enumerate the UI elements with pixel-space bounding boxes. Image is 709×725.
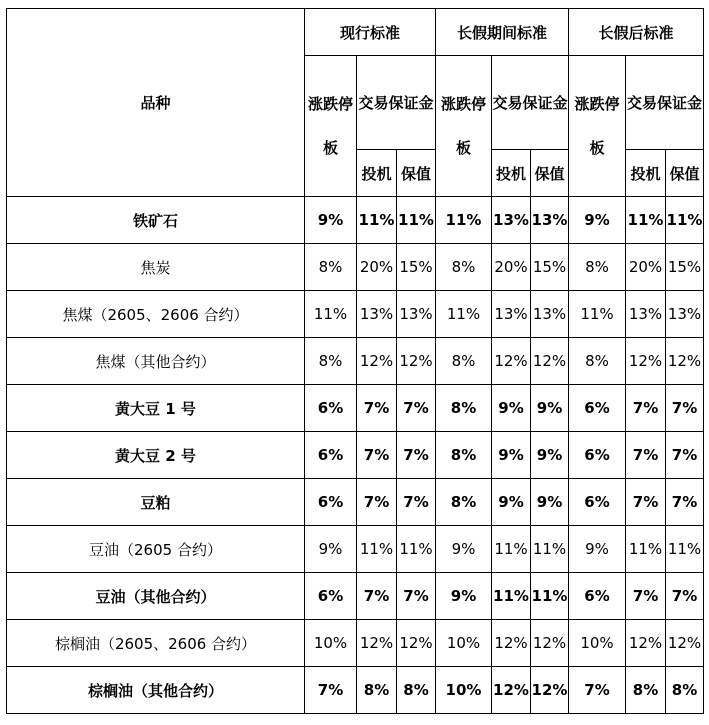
- variety-cell: 棕榈油（其他合约）: [7, 667, 305, 714]
- value-cell: 10%: [305, 620, 357, 667]
- table-row: [7, 197, 704, 244]
- value-cell: 6%: [305, 432, 357, 479]
- value-cell: 12%: [531, 667, 569, 714]
- value-cell: 13%: [357, 291, 397, 338]
- value-cell: 9%: [569, 526, 626, 573]
- spec-header: 投机: [357, 150, 397, 197]
- spec-header: 投机: [492, 150, 531, 197]
- value-cell: 8%: [436, 385, 492, 432]
- table-row: [7, 432, 704, 479]
- value-cell: 9%: [531, 479, 569, 526]
- value-cell: 11%: [626, 526, 666, 573]
- value-cell: 9%: [492, 432, 531, 479]
- value-cell: 7%: [397, 479, 436, 526]
- table-row: [7, 667, 704, 714]
- variety-cell: 黄大豆 1 号: [7, 385, 305, 432]
- margin-header: 交易保证金: [492, 56, 569, 150]
- value-cell: 9%: [305, 526, 357, 573]
- value-cell: 10%: [436, 667, 492, 714]
- value-cell: 9%: [531, 432, 569, 479]
- variety-cell: 焦炭: [7, 244, 305, 291]
- value-cell: 7%: [666, 432, 704, 479]
- value-cell: 7%: [357, 573, 397, 620]
- value-cell: 12%: [666, 338, 704, 385]
- value-cell: 7%: [666, 385, 704, 432]
- value-cell: 9%: [492, 479, 531, 526]
- value-cell: 9%: [436, 526, 492, 573]
- value-cell: 15%: [666, 244, 704, 291]
- value-cell: 12%: [397, 620, 436, 667]
- value-cell: 11%: [492, 573, 531, 620]
- limit-header: 涨跌停板: [569, 56, 626, 197]
- value-cell: 15%: [397, 244, 436, 291]
- value-cell: 11%: [492, 526, 531, 573]
- value-cell: 8%: [436, 244, 492, 291]
- variety-cell: 豆油（2605 合约）: [7, 526, 305, 573]
- margin-header: 交易保证金: [357, 56, 436, 150]
- value-cell: 8%: [436, 338, 492, 385]
- value-cell: 6%: [305, 479, 357, 526]
- value-cell: 6%: [569, 573, 626, 620]
- value-cell: 10%: [569, 620, 626, 667]
- value-cell: 11%: [569, 291, 626, 338]
- group-header-current: 现行标准: [305, 9, 436, 56]
- value-cell: 9%: [531, 385, 569, 432]
- group-header-holiday: 长假期间标准: [436, 9, 569, 56]
- variety-cell: 焦煤（2605、2606 合约）: [7, 291, 305, 338]
- value-cell: 6%: [305, 385, 357, 432]
- value-cell: 12%: [397, 338, 436, 385]
- value-cell: 8%: [305, 244, 357, 291]
- variety-cell: 黄大豆 2 号: [7, 432, 305, 479]
- spec-header: 投机: [626, 150, 666, 197]
- value-cell: 7%: [666, 573, 704, 620]
- variety-cell: 铁矿石: [7, 197, 305, 244]
- value-cell: 7%: [397, 385, 436, 432]
- value-cell: 7%: [626, 432, 666, 479]
- value-cell: 8%: [569, 338, 626, 385]
- value-cell: 13%: [531, 197, 569, 244]
- value-cell: 8%: [397, 667, 436, 714]
- table-row: [7, 291, 704, 338]
- value-cell: 6%: [569, 385, 626, 432]
- table-row: [7, 479, 704, 526]
- value-cell: 9%: [569, 197, 626, 244]
- variety-cell: 豆油（其他合约）: [7, 573, 305, 620]
- value-cell: 7%: [357, 432, 397, 479]
- value-cell: 11%: [666, 197, 704, 244]
- value-cell: 9%: [492, 385, 531, 432]
- value-cell: 6%: [569, 479, 626, 526]
- value-cell: 9%: [305, 197, 357, 244]
- value-cell: 7%: [666, 479, 704, 526]
- value-cell: 7%: [626, 573, 666, 620]
- value-cell: 20%: [357, 244, 397, 291]
- value-cell: 7%: [305, 667, 357, 714]
- table-row: [7, 244, 704, 291]
- table-body: [7, 197, 704, 714]
- hedge-header: 保值: [397, 150, 436, 197]
- value-cell: 11%: [436, 291, 492, 338]
- value-cell: 11%: [397, 197, 436, 244]
- value-cell: 11%: [357, 526, 397, 573]
- value-cell: 20%: [626, 244, 666, 291]
- table-row: [7, 338, 704, 385]
- value-cell: 13%: [531, 291, 569, 338]
- value-cell: 8%: [436, 479, 492, 526]
- hedge-header: 保值: [531, 150, 569, 197]
- value-cell: 11%: [626, 197, 666, 244]
- value-cell: 12%: [492, 620, 531, 667]
- value-cell: 15%: [531, 244, 569, 291]
- value-cell: 7%: [626, 385, 666, 432]
- value-cell: 7%: [397, 573, 436, 620]
- value-cell: 7%: [357, 479, 397, 526]
- value-cell: 12%: [492, 667, 531, 714]
- hedge-header: 保值: [666, 150, 704, 197]
- value-cell: 8%: [357, 667, 397, 714]
- value-cell: 8%: [305, 338, 357, 385]
- variety-header: 品种: [7, 9, 305, 197]
- value-cell: 7%: [397, 432, 436, 479]
- value-cell: 13%: [492, 291, 531, 338]
- value-cell: 13%: [626, 291, 666, 338]
- value-cell: 13%: [492, 197, 531, 244]
- value-cell: 12%: [626, 620, 666, 667]
- value-cell: 12%: [531, 338, 569, 385]
- value-cell: 8%: [436, 432, 492, 479]
- value-cell: 10%: [436, 620, 492, 667]
- value-cell: 8%: [666, 667, 704, 714]
- value-cell: 13%: [397, 291, 436, 338]
- group-header-after: 长假后标准: [569, 9, 704, 56]
- value-cell: 11%: [531, 573, 569, 620]
- value-cell: 11%: [436, 197, 492, 244]
- value-cell: 9%: [436, 573, 492, 620]
- value-cell: 11%: [357, 197, 397, 244]
- value-cell: 12%: [492, 338, 531, 385]
- margin-header: 交易保证金: [626, 56, 704, 150]
- value-cell: 11%: [397, 526, 436, 573]
- value-cell: 12%: [357, 620, 397, 667]
- value-cell: 7%: [569, 667, 626, 714]
- variety-cell: 豆粕: [7, 479, 305, 526]
- value-cell: 8%: [569, 244, 626, 291]
- variety-cell: 焦煤（其他合约）: [7, 338, 305, 385]
- margin-table: [6, 8, 704, 714]
- value-cell: 12%: [666, 620, 704, 667]
- value-cell: 7%: [357, 385, 397, 432]
- value-cell: 12%: [357, 338, 397, 385]
- limit-header: 涨跌停板: [305, 56, 357, 197]
- value-cell: 12%: [531, 620, 569, 667]
- table-row: [7, 620, 704, 667]
- value-cell: 6%: [569, 432, 626, 479]
- table-row: [7, 573, 704, 620]
- value-cell: 20%: [492, 244, 531, 291]
- value-cell: 7%: [626, 479, 666, 526]
- value-cell: 6%: [305, 573, 357, 620]
- value-cell: 12%: [626, 338, 666, 385]
- limit-header: 涨跌停板: [436, 56, 492, 197]
- value-cell: 13%: [666, 291, 704, 338]
- table-row: [7, 526, 704, 573]
- value-cell: 8%: [626, 667, 666, 714]
- variety-cell: 棕榈油（2605、2606 合约）: [7, 620, 305, 667]
- value-cell: 11%: [305, 291, 357, 338]
- value-cell: 11%: [666, 526, 704, 573]
- value-cell: 11%: [531, 526, 569, 573]
- table-row: [7, 385, 704, 432]
